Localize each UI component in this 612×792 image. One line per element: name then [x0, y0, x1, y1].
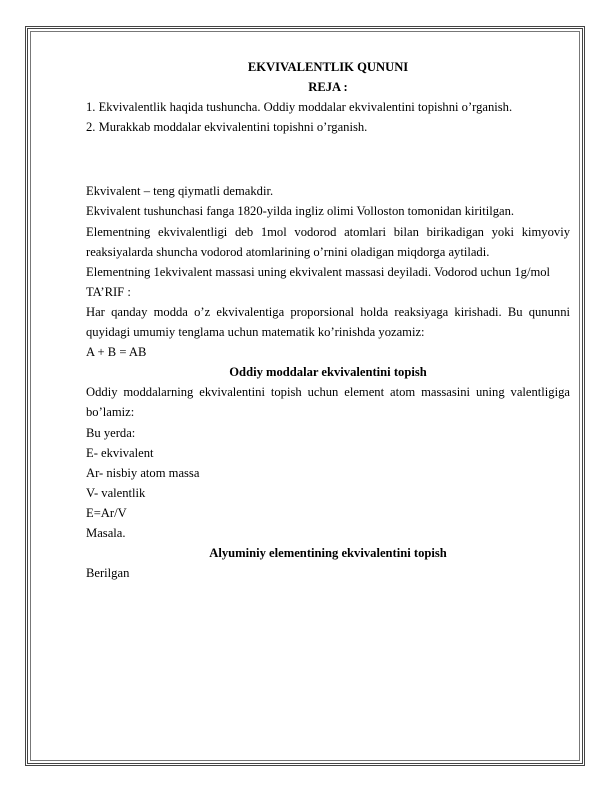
definition-item: Ar- nisbiy atom massa	[86, 465, 200, 480]
definition-label: TA’RIF :	[86, 284, 131, 299]
plan-item: 2. Murakkab moddalar ekvivalentini topishni o’rganish.	[86, 120, 368, 135]
paragraph: Berilgan	[86, 566, 130, 581]
plan-item: 1. Ekvivalentlik haqida tushuncha. Oddiy moddalar ekvivalentini topishni o’rganish.	[86, 100, 513, 115]
equation: A + B = AB	[86, 345, 147, 360]
plan-heading: REJA :	[308, 80, 348, 95]
paragraph: Elementning ekvivalentligi deb 1mol vodorod atomlari bilan birikadigan yoki kimyoviy reaksiyalarda shuncha vodorod atomlarining o’rnini oladigan miqdorga aytiladi.	[86, 224, 570, 259]
paragraph: Ekvivalent – teng qiymatli demakdir.	[86, 184, 274, 199]
section-heading: Oddiy moddalar ekvivalentini topish	[229, 365, 427, 380]
paragraph: Har qanday modda o’z ekvivalentiga proporsional holda reaksiyaga kirishadi. Bu qununni quyidagi umumiy tenglama uchun matematik ko’rinishda yozamiz:	[86, 304, 570, 340]
section-heading: Alyuminiy elementining ekvivalentini topish	[209, 546, 447, 561]
spacer	[86, 137, 570, 181]
definition-item: E- ekvivalent	[86, 445, 154, 460]
paragraph: Elementning 1ekvivalent massasi uning ekvivalent massasi deyiladi. Vodorod uchun 1g/mol	[86, 264, 551, 279]
document-body	[86, 57, 570, 583]
paragraph: Oddiy moddalarning ekvivalentini topish uchun element atom massasini uning valentligiga bo’lamiz:	[86, 385, 570, 420]
paragraph: Ekvivalent tushunchasi fanga 1820-yilda ingliz olimi Volloston tomonidan kiritilgan.	[86, 204, 515, 219]
paragraph: Bu yerda:	[86, 425, 136, 440]
formula: E=Ar/V	[86, 505, 127, 520]
document-title: EKVIVALENTLIK QUNUNI	[247, 60, 409, 74]
paragraph: Masala.	[86, 525, 126, 540]
definition-item: V- valentlik	[86, 485, 146, 500]
